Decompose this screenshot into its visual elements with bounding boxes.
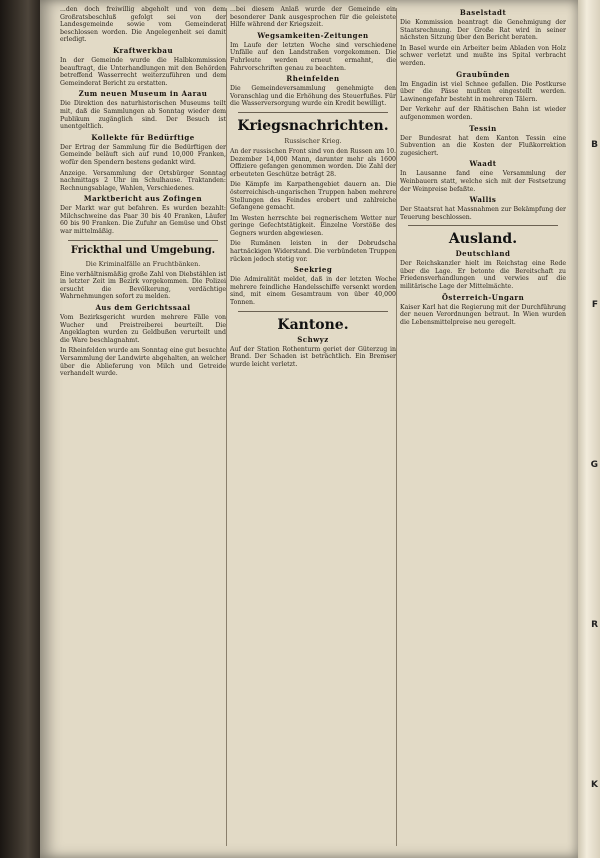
main-section-heading: Kriegsnachrichten. (237, 117, 389, 134)
edge-letter: K (591, 780, 598, 790)
section-heading: Frickthal und Umgebung. (70, 244, 216, 256)
article-text: Im Westen herrschte bei regnerischem Wetter nur geringe Gefechtstätigkeit. Einzelne Vorstöße des Gegners wurden abgewiesen. (230, 214, 396, 237)
article-text: Auf der Station Rothenturm geriet der Güterzug in Brand. Der Schaden ist beträchtlich. Ein Bremser wurde leicht verletzt. (230, 345, 396, 368)
article-text: ...bei diesem Anlaß wurde der Gemeinde ein besonderer Dank ausgesprochen für die geleistete Hilfe während der Kriegszeit. (230, 6, 396, 29)
section-subheading: Die Kriminalfälle an Fruchtbänken. (85, 259, 201, 268)
section-subheading: Russischer Krieg. (284, 136, 342, 145)
article-text: Der Bundesrat hat dem Kanton Tessin eine Subvention an die Kosten der Flußkorrektion zugesichert. (400, 134, 566, 157)
article-text: Die Admiralität meldet, daß in der letzten Woche mehrere feindliche Handelsschiffe versenkt worden sind, mit einem Gesamtraum von über 40,000 Tonnen. (230, 276, 396, 307)
edge-letter: F (591, 300, 598, 310)
column-divider (226, 8, 227, 846)
column-2 (230, 6, 396, 371)
article-heading: Seekrieg (293, 265, 333, 275)
article-heading: Wallis (469, 195, 497, 205)
article-heading: Zum neuen Museum in Aarau (78, 89, 208, 99)
article-text: Die Kämpfe im Karpathengebiet dauern an. Die österreichisch-ungarischen Truppen haben mehrere Stellungen des Feindes erobert und zahlreiche Gefangene gemacht. (230, 181, 396, 212)
article-heading: Kollekte für Bedürftige (91, 132, 195, 142)
article-text: Der Reichskanzler hielt im Reichstag eine Rede über die Lage. Er betonte die Bereitschaft zu Friedensverhandlungen und verwies auf die militärische Lage der Mittelmächte. (400, 260, 566, 291)
section-heading: Ausland. (448, 231, 518, 248)
article-text: Die Kommission beantragt die Genehmigung der Staatsrechnung. Der Große Rat wird in seiner nächsten Sitzung über den Bericht beraten. (400, 19, 566, 42)
newspaper-page (40, 0, 578, 858)
article-text: Die Gemeindeversammlung genehmigte den Voranschlag und die Erhöhung des Steuerfußes. Für die Wasserversorgung wurde ein Kredit bewilligt. (230, 85, 396, 108)
edge-letter: B (591, 140, 598, 150)
column-1 (60, 6, 226, 381)
article-text: Die Direktion des naturhistorischen Museums teilt mit, daß die Sammlungen ab Sonntag wieder dem Publikum zugänglich sind. Der Besuch ist unentgeltlich. (60, 100, 226, 131)
edge-letter: R (591, 620, 598, 630)
article-text: Vom Bezirksgericht wurden mehrere Fälle von Wucher und Preistreiberei beurteilt. Die Angeklagten wurden zu Geldbußen verurteilt und die Ware beschlagnahmt. (60, 314, 226, 344)
article-heading: Baselstadt (459, 8, 507, 17)
edge-letter: G (590, 460, 598, 470)
article-text: In der Gemeinde wurde die Halbkommission beauftragt, die Unterhandlungen mit den Behörden betreffend Wasserrecht weiterzuführen und dem Gemeinderat Bericht zu erstatten. (60, 56, 226, 87)
article-text: Im Laufe der letzten Woche sind verschiedene Unfälle auf den Landstraßen vorgekommen. Die Fuhrleute werden erneut ermahnt, die Fahrvorschriften genau zu beachten. (230, 41, 396, 72)
article-heading: Wegsamkeiten-Zeitungen (257, 30, 369, 40)
article-text: Der Staatsrat hat Massnahmen zur Bekämpfung der Teuerung beschlossen. (400, 206, 566, 221)
column-divider (396, 8, 397, 846)
article-text: Anzeige. Versammlung der Ortsbürger Sonntag nachmittags 2 Uhr im Schulhause. Traktanden: Rechnungsablage, Wahlen, Verschiedenes. (60, 169, 226, 192)
article-heading: Deutschland (455, 249, 511, 259)
article-text: Der Verkehr auf der Rhätischen Bahn ist wieder aufgenommen worden. (400, 106, 566, 121)
article-text: Eine verhältnismäßig große Zahl von Diebstählen ist in letzter Zeit im Bezirk vorgekommen. Die Polizei ersucht die Bevölkerung, verdächtige Wahrnehmungen sofort zu melden. (60, 270, 226, 301)
column-3 (400, 6, 566, 329)
article-text: An der russischen Front sind von den Russen am 10. Dezember 14,000 Mann, darunter mehr als 1600 Offiziere gefangen genommen worden. Die Zahl der erbeuteten Geschütze beträgt 28. (230, 147, 396, 178)
article-heading: Rheinfelden (286, 74, 340, 84)
next-page-edge (578, 0, 600, 858)
article-text: In Rheinfelden wurde am Sonntag eine gut besuchte Versammlung der Landwirte abgehalten, an welcher über die Ablieferung von Milch und Getreide verhandelt wurde. (60, 347, 226, 378)
divider (238, 311, 388, 312)
article-text: Der Ertrag der Sammlung für die Bedürftigen der Gemeinde beläuft sich auf rund 10,000 Franken, wofür den Spendern bestens gedankt wird. (60, 143, 226, 166)
book-spine (0, 0, 40, 858)
article-heading: Graubünden (456, 69, 510, 79)
article-text: In Lausanne fand eine Versammlung der Weinbauern statt, welche sich mit der Festsetzung der Weinpreise befaßte. (400, 170, 566, 193)
article-text: In Basel wurde ein Arbeiter beim Abladen von Holz schwer verletzt und mußte ins Spital verbracht werden. (400, 44, 566, 67)
article-heading: Waadt (469, 159, 497, 169)
article-heading: Marktbericht aus Zofingen (83, 194, 203, 204)
article-text: Der Markt war gut befahren. Es wurden bezahlt: Milchschweine das Paar 30 bis 40 Franken, Läufer 60 bis 90 Franken. Die Zufuhr an Gemüse und Obst war mittelmäßig. (60, 205, 226, 236)
article-heading: Tessin (469, 123, 497, 133)
article-text: Die Rumänen leisten in der Dobrudscha hartnäckigen Widerstand. Die verbündeten Truppen rücken jedoch stetig vor. (230, 240, 396, 263)
article-text: Im Engadin ist viel Schnee gefallen. Die Postkurse über die Pässe mußten eingestellt werden. Lawinengefahr besteht in mehreren Tälern. (400, 80, 566, 103)
article-text: ...den doch freiwillig abgeholt und von dem Großratsbeschluß gefolgt sei von der Landesgemeinde sowie vom Gemeinderat beschlossen worden. Die Angelegenheit sei damit erledigt. (60, 6, 226, 44)
article-heading: Schwyz (297, 334, 329, 344)
divider (408, 225, 558, 226)
divider (68, 240, 218, 241)
section-heading: Kantone. (277, 316, 349, 333)
article-heading: Österreich-Ungarn (441, 292, 525, 302)
article-heading: Kraftwerkbau (112, 45, 174, 55)
article-heading: Aus dem Gerichtssaal (95, 303, 191, 313)
article-text: Kaiser Karl hat die Regierung mit der Durchführung der neuen Verordnungen betraut. In Wien wurden die Lebensmittelpreise neu geregelt. (400, 303, 566, 326)
divider (238, 112, 388, 113)
